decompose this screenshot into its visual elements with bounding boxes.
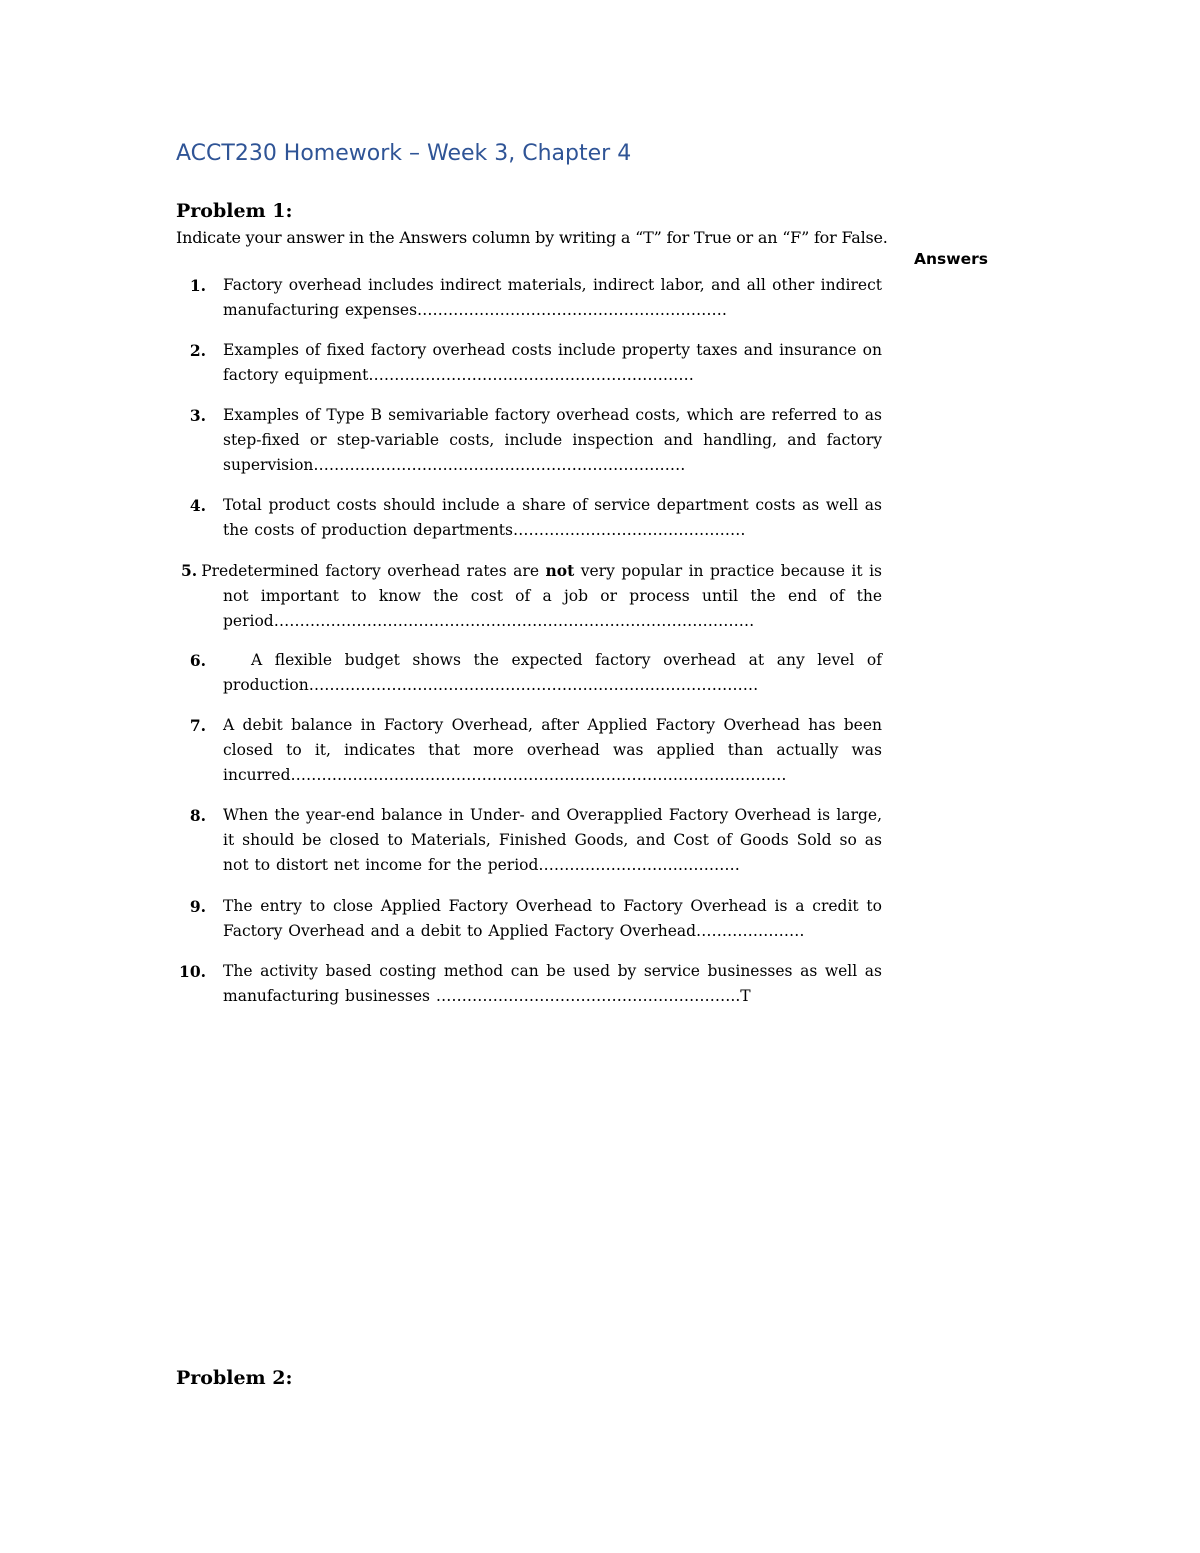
question-number: 5. — [181, 561, 198, 580]
question-text: The entry to close Applied Factory Overhead to Factory Overhead is a credit to Factory Overhead and a debit to Applied Factory Overhead………………… — [223, 897, 882, 940]
leader-dots: ………………………………………………….. — [435, 987, 741, 1005]
question-number: 8. — [189, 806, 206, 825]
problem-1-heading: Problem 1: — [176, 200, 293, 222]
leader-dots: ……………………………………………………………… — [313, 456, 686, 474]
problem-2-heading: Problem 2: — [176, 1367, 293, 1389]
document-title: ACCT230 Homework – Week 3, Chapter 4 — [176, 141, 632, 166]
leader-dots: ………………… — [696, 922, 805, 940]
question-number: 10. — [179, 962, 206, 981]
question-10 — [176, 959, 882, 1009]
question-text: The activity based costing method can be used by service businesses as well as manufacturing businesses …………………………………………………..T — [223, 962, 882, 1005]
question-number: 4. — [189, 496, 206, 515]
question-3 — [176, 403, 882, 478]
leader-dots: …………………………………………………………………………… — [308, 676, 759, 694]
answer-value[interactable]: T — [740, 987, 751, 1005]
question-text: A debit balance in Factory Overhead, after Applied Factory Overhead has been closed to it, indicates that more overhead was applied than actually was incurred…………………………………………………………………………………… — [223, 716, 882, 784]
question-number: 6. — [189, 651, 206, 670]
question-4 — [176, 493, 882, 543]
question-8 — [176, 803, 882, 878]
question-7 — [176, 713, 882, 788]
question-text: Total product costs should include a share of service department costs as well as the costs of production departments……………………………………… — [223, 496, 882, 539]
question-number: 1. — [189, 276, 206, 295]
leader-dots: ……………………………………… — [513, 521, 746, 539]
question-number: 3. — [189, 406, 206, 425]
question-1 — [176, 273, 882, 323]
leader-dots: …………………………………………………………………………………… — [290, 766, 787, 784]
question-9 — [176, 894, 882, 944]
answers-column-header: Answers — [914, 250, 988, 268]
emphasis-not: not — [545, 561, 575, 580]
question-text: Examples of Type B semivariable factory overhead costs, which are referred to as step-fixed or step-variable costs, include inspection and handling, and factory supervision……………………………………………………………… — [223, 406, 882, 474]
question-number: 7. — [189, 716, 206, 735]
question-text: Examples of fixed factory overhead costs include property taxes and insurance on factory equipment……………………………………………………… — [223, 341, 882, 384]
problem-1-instructions: Indicate your answer in the Answers column by writing a “T” for True or an “F” for False. — [176, 228, 888, 247]
leader-dots: …………………………………………………… — [417, 301, 728, 319]
leader-dots: ………………………………………………………………………………… — [273, 612, 755, 630]
question-text: Factory overhead includes indirect materials, indirect labor, and all other indirect manufacturing expenses…………………………………………………… — [223, 276, 882, 319]
question-number: 9. — [189, 897, 206, 916]
question-5 — [176, 558, 882, 634]
question-number: 2. — [189, 341, 206, 360]
question-6 — [176, 648, 882, 698]
question-text: When the year-end balance in Under- and Overapplied Factory Overhead is large, it should be closed to Materials, Finished Goods, and Cost of Goods Sold so as not to distort net income for the period………………………………… — [223, 806, 882, 874]
question-text: 5. Predetermined factory overhead rates are not very popular in practice because it is not important to know the cost of a job or process until the end of the period………………………………………………………………………………… — [181, 561, 882, 630]
leader-dots: ………………………………… — [538, 856, 740, 874]
question-2 — [176, 338, 882, 388]
leader-dots: ……………………………………………………… — [368, 366, 694, 384]
question-text: A flexible budget shows the expected factory overhead at any level of production…………………………………………………………………………… — [223, 651, 882, 694]
